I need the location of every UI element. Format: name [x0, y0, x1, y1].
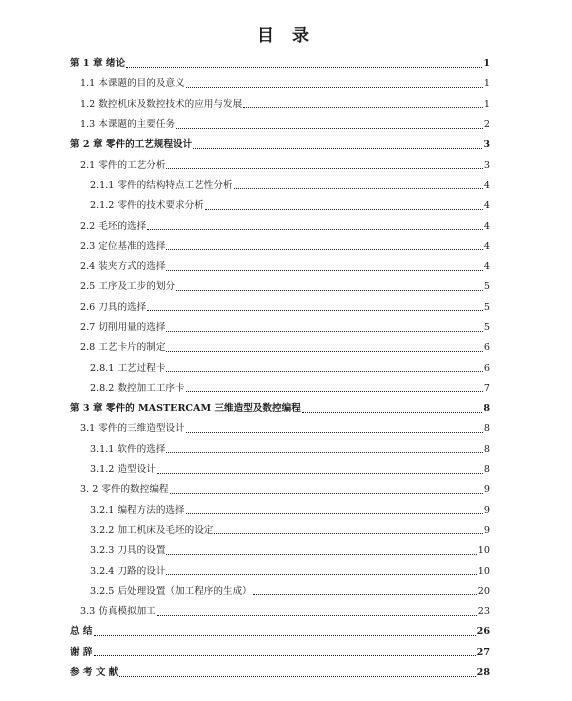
toc-entry-title: 2.8 工艺卡片的制定: [80, 342, 166, 354]
toc-page-number: 6: [483, 362, 490, 374]
toc-entry-title: 2.2 毛坯的选择: [80, 220, 147, 232]
toc-entry-title: 2.6 刀具的选择: [80, 301, 147, 313]
toc-page-number: 8: [483, 464, 490, 476]
toc-section-entry[interactable]: [70, 318, 490, 338]
toc-entry-title: 第 1 章 绪论: [70, 58, 126, 70]
toc-section-entry[interactable]: [70, 561, 490, 581]
toc-dot-leader: [253, 594, 477, 595]
toc-section-entry[interactable]: [70, 237, 490, 257]
toc-entry-title: 1.1 本课题的目的及意义: [80, 78, 185, 90]
toc-entry-title: 参 考 文 献: [70, 667, 119, 679]
toc-page-number: 10: [477, 565, 490, 577]
toc-entry-title: 2.4 装夹方式的选择: [80, 261, 166, 273]
toc-entry-title: 1.2 数控机床及数控技术的应用与发展: [80, 98, 243, 110]
toc-entry-title: 2.1.2 零件的技术要求分析: [90, 200, 204, 212]
toc-section-entry[interactable]: [70, 358, 490, 378]
toc-dot-leader: [166, 371, 482, 372]
toc-dot-leader: [186, 513, 483, 514]
toc-section-entry[interactable]: [70, 155, 490, 175]
toc-page-number: 10: [477, 545, 490, 557]
toc-page-number: 9: [483, 484, 490, 496]
toc-entry-title: 第 2 章 零件的工艺规程设计: [70, 139, 193, 151]
toc-page-number: 28: [476, 667, 490, 679]
toc-dot-leader: [243, 107, 483, 108]
toc-page-number: 1: [483, 58, 490, 70]
toc-page-number: 7: [483, 382, 490, 394]
toc-dot-leader: [205, 209, 483, 210]
toc-dot-leader: [176, 290, 483, 291]
toc-section-entry[interactable]: [70, 298, 490, 318]
toc-page-number: 4: [483, 240, 490, 252]
toc-page-number: 3: [483, 139, 490, 151]
toc-page-number: 1: [483, 78, 490, 90]
toc-dot-leader: [302, 412, 483, 413]
toc-page-number: 26: [476, 626, 490, 638]
toc-section-entry[interactable]: [70, 602, 490, 622]
toc-page-number: 20: [477, 585, 490, 597]
toc-page-number: 1: [483, 98, 490, 110]
toc-dot-leader: [126, 67, 482, 68]
toc-page-number: 5: [483, 322, 490, 333]
toc-entry-title: 2.5 工序及工步的划分: [80, 281, 176, 293]
toc-dot-leader: [157, 615, 477, 616]
toc-page-number: 3: [483, 159, 490, 171]
toc-dot-leader: [234, 188, 483, 189]
toc-section-entry[interactable]: [70, 115, 490, 135]
toc-page-number: 9: [483, 524, 490, 536]
toc-dot-leader: [166, 554, 476, 555]
toc-entry-title: 2.8.1 工艺过程卡: [90, 362, 166, 374]
toc-section-entry[interactable]: [70, 501, 490, 521]
toc-page-number: 2: [483, 119, 490, 131]
toc-page-number: 8: [483, 403, 490, 415]
toc-dot-leader: [94, 655, 476, 656]
toc-chapter-entry[interactable]: [70, 663, 490, 683]
toc-entry-title: 总 结: [70, 626, 93, 638]
toc-chapter-entry[interactable]: [70, 643, 490, 663]
toc-chapter-entry[interactable]: [70, 54, 490, 74]
toc-entry-title: 第 3 章 零件的 MASTERCAM 三维造型及数控编程: [70, 403, 301, 415]
toc-dot-leader: [119, 676, 475, 677]
toc-page-number: 5: [483, 301, 490, 313]
toc-entry-title: 3.1 零件的三维造型设计: [80, 423, 185, 435]
toc-page-number: 27: [476, 646, 490, 658]
toc-dot-leader: [214, 533, 482, 534]
toc-entry-title: 2.1.1 零件的结构特点工艺性分析: [90, 179, 233, 191]
toc-dot-leader: [166, 331, 482, 332]
toc-page-number: 6: [483, 342, 490, 354]
toc-page-number: 9: [483, 504, 490, 516]
toc-section-entry[interactable]: [70, 74, 490, 94]
toc-page-number: 8: [483, 443, 490, 455]
toc-entry-title: 2.8.2 数控加工工序卡: [90, 382, 185, 394]
toc-entry-title: 3.2.4 刀路的设计: [90, 565, 166, 577]
toc-page-number: 4: [483, 179, 490, 191]
toc-dot-leader: [166, 270, 482, 271]
toc-dot-leader: [193, 148, 482, 149]
toc-dot-leader: [157, 473, 483, 474]
toc-dot-leader: [176, 128, 483, 129]
toc-entry-title: 3.2.1 编程方法的选择: [90, 504, 185, 516]
toc-page-number: 8: [483, 423, 490, 435]
toc-section-entry[interactable]: [70, 196, 490, 216]
toc-chapter-entry[interactable]: [70, 622, 490, 642]
toc-list: [70, 54, 490, 683]
toc-entry-title: 3.2.5 后处理设置（加工程序的生成）: [90, 585, 252, 597]
toc-entry-title: 2.1 零件的工艺分析: [80, 159, 166, 171]
toc-entry-title: 3.1.1 软件的选择: [90, 443, 166, 455]
toc-entry-title: 3. 2 零件的数控编程: [80, 484, 169, 496]
toc-dot-leader: [186, 432, 483, 433]
toc-page-number: 4: [483, 200, 490, 212]
toc-dot-leader: [94, 635, 476, 636]
toc-chapter-entry[interactable]: [70, 399, 490, 419]
toc-entry-title: 3.2.3 刀具的设置: [90, 545, 166, 557]
toc-entry-title: 2.3 定位基准的选择: [80, 240, 166, 252]
toc-section-entry[interactable]: [70, 379, 490, 399]
toc-section-entry[interactable]: [70, 95, 490, 115]
toc-section-entry[interactable]: [70, 216, 490, 236]
toc-page-number: 4: [483, 261, 490, 273]
toc-section-entry[interactable]: [70, 257, 490, 277]
toc-dot-leader: [166, 351, 482, 352]
toc-dot-leader: [166, 249, 482, 250]
toc-title: 目 录: [257, 26, 315, 46]
toc-page-number: 5: [483, 281, 490, 293]
toc-dot-leader: [186, 391, 483, 392]
toc-section-entry[interactable]: [70, 521, 490, 541]
toc-entry-title: 2.7 切削用量的选择: [80, 322, 166, 333]
toc-dot-leader: [147, 229, 483, 230]
toc-dot-leader: [166, 452, 482, 453]
toc-entry-title: 谢 辞: [70, 646, 93, 658]
toc-entry-title: 1.3 本课题的主要任务: [80, 119, 176, 131]
toc-section-entry[interactable]: [70, 419, 490, 439]
toc-dot-leader: [147, 310, 483, 311]
toc-dot-leader: [170, 493, 483, 494]
toc-section-entry[interactable]: [70, 460, 490, 480]
toc-page-number: 4: [483, 220, 490, 232]
toc-entry-title: 3.1.2 造型设计: [90, 464, 156, 476]
toc-entry-title: 3.3 仿真模拟加工: [80, 606, 156, 618]
toc-page-number: 23: [477, 606, 490, 618]
toc-dot-leader: [186, 87, 483, 88]
toc-chapter-entry[interactable]: [70, 135, 490, 155]
toc-section-entry[interactable]: [70, 541, 490, 561]
toc-section-entry[interactable]: [70, 480, 490, 500]
toc-section-entry[interactable]: [70, 277, 490, 297]
toc-section-entry[interactable]: [70, 176, 490, 196]
toc-dot-leader: [166, 168, 482, 169]
toc-section-entry[interactable]: [70, 440, 490, 460]
toc-section-entry[interactable]: [70, 338, 490, 358]
toc-entry-title: 3.2.2 加工机床及毛坯的设定: [90, 524, 214, 536]
toc-section-entry[interactable]: [70, 582, 490, 602]
toc-dot-leader: [166, 574, 476, 575]
